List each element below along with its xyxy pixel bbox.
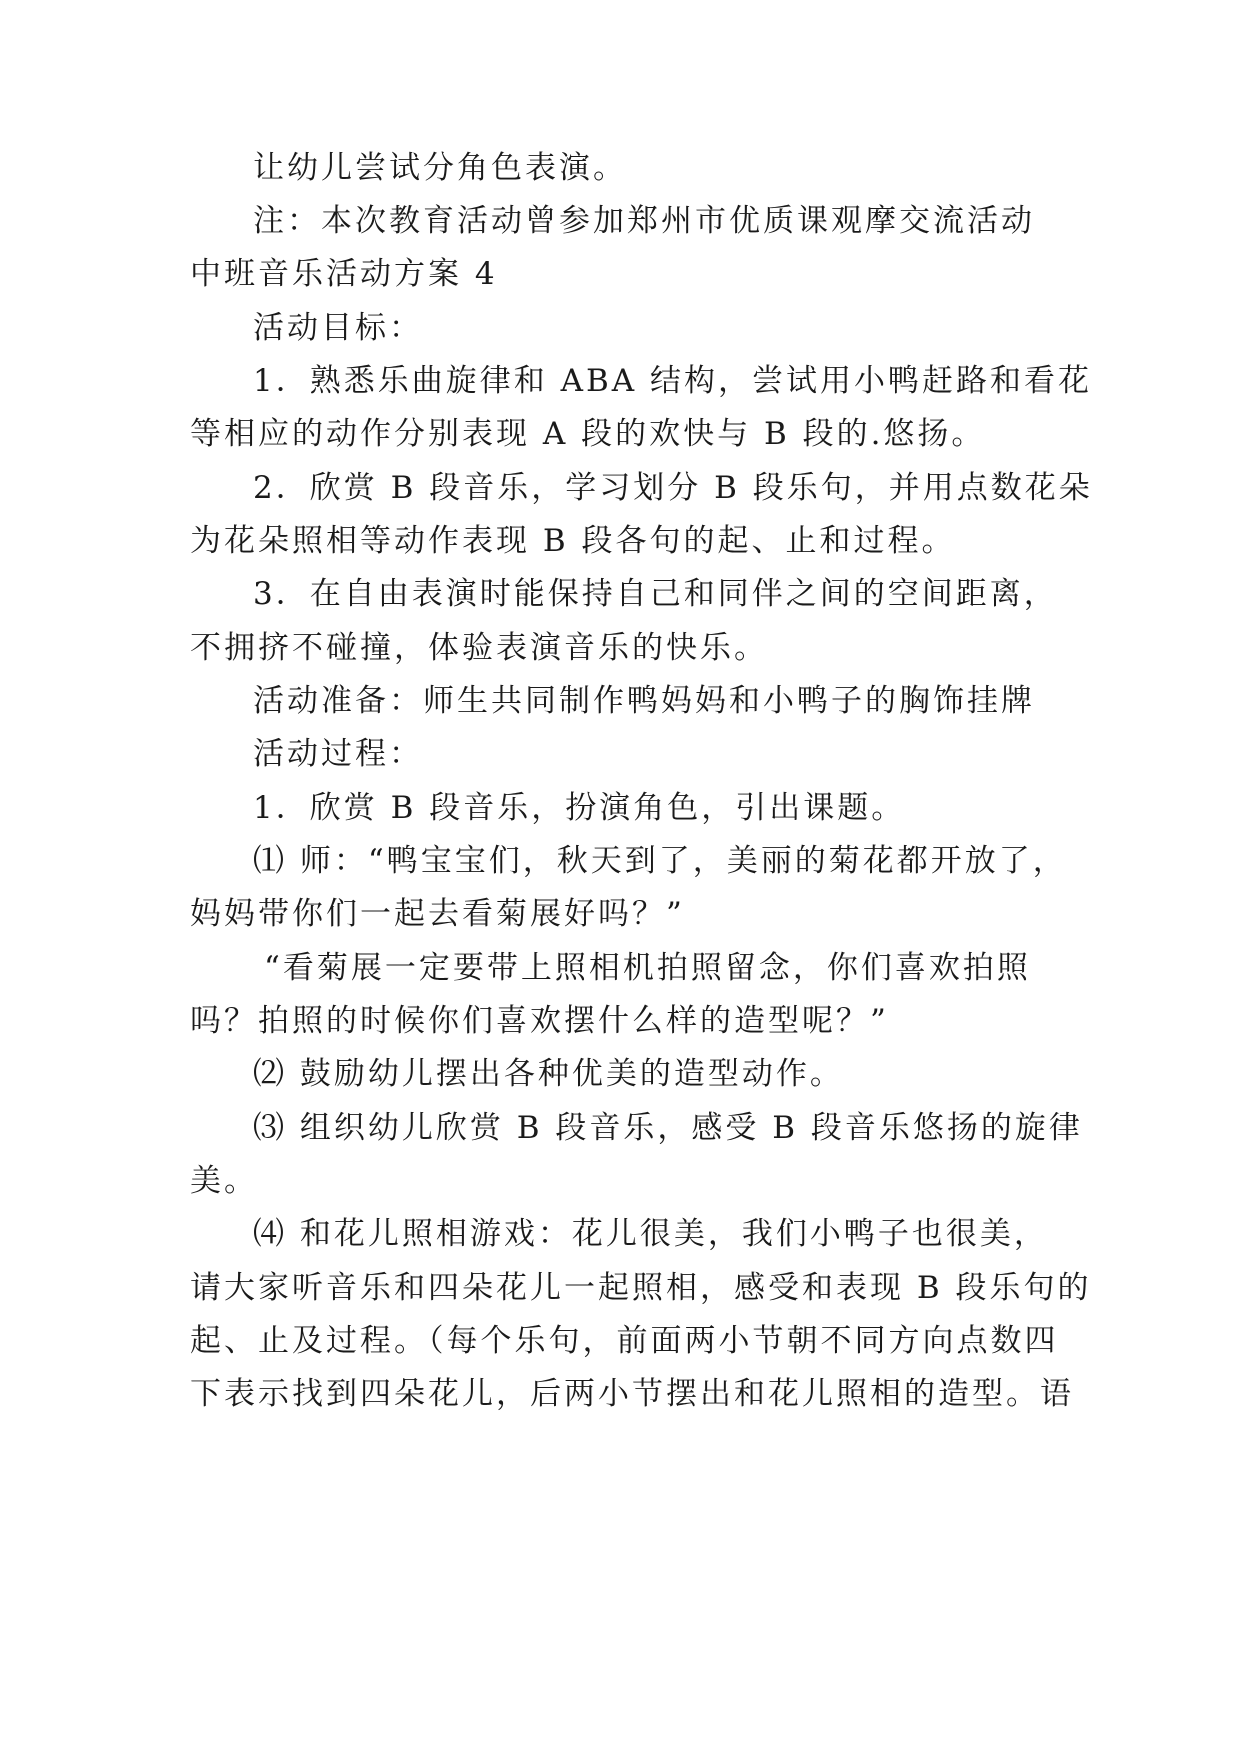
- paragraph-line: 等相应的动作分别表现 A 段的欢快与 B 段的.悠扬。: [190, 416, 986, 452]
- goal-item-2: 2．欣赏 B 段音乐，学习划分 B 段乐句，并用点数花朵: [253, 470, 1093, 506]
- paragraph-line: 不拥挤不碰撞，体验表演音乐的快乐。: [190, 630, 768, 666]
- process-substep-4: ⑷ 和花儿照相游戏：花儿很美，我们小鸭子也很美，: [253, 1216, 1048, 1252]
- subheading-process: 活动过程：: [253, 736, 423, 772]
- paragraph-line: 让幼儿尝试分角色表演。: [253, 150, 627, 186]
- paragraph-line: 吗？拍照的时候你们喜欢摆什么样的造型呢？”: [190, 1003, 889, 1039]
- paragraph-line: 起、止及过程。（每个乐句，前面两小节朝不同方向点数四: [190, 1323, 1059, 1359]
- subheading-goals: 活动目标：: [253, 310, 423, 346]
- paragraph-line: 为花朵照相等动作表现 B 段各句的起、止和过程。: [190, 523, 956, 559]
- goal-item-1: 1．熟悉乐曲旋律和 ABA 结构，尝试用小鸭赶路和看花: [253, 363, 1092, 399]
- paragraph-line: 下表示找到四朵花儿，后两小节摆出和花儿照相的造型。语: [190, 1376, 1074, 1412]
- paragraph-line: 请大家听音乐和四朵花儿一起照相，感受和表现 B 段乐句的: [190, 1270, 1092, 1306]
- quote-line: “看菊展一定要带上照相机拍照留念，你们喜欢拍照: [264, 950, 1031, 986]
- paragraph-line: 美。: [190, 1163, 258, 1199]
- process-substep-2: ⑵ 鼓励幼儿摆出各种优美的造型动作。: [253, 1056, 844, 1092]
- note-line: 注：本次教育活动曾参加郑州市优质课观摩交流活动: [253, 203, 1035, 239]
- paragraph-line: 妈妈带你们一起去看菊展好吗？”: [190, 896, 685, 932]
- process-step-1: 1．欣赏 B 段音乐，扮演角色，引出课题。: [253, 790, 906, 826]
- process-substep-1: ⑴ 师：“鸭宝宝们，秋天到了，美丽的菊花都开放了，: [253, 843, 1067, 879]
- goal-item-3: 3．在自由表演时能保持自己和同伴之间的空间距离，: [253, 576, 1058, 612]
- subheading-preparation: 活动准备：师生共同制作鸭妈妈和小鸭子的胸饰挂牌: [253, 683, 1035, 719]
- process-substep-3: ⑶ 组织幼儿欣赏 B 段音乐，感受 B 段音乐悠扬的旋律: [253, 1110, 1083, 1146]
- section-heading: 中班音乐活动方案 4: [190, 256, 498, 292]
